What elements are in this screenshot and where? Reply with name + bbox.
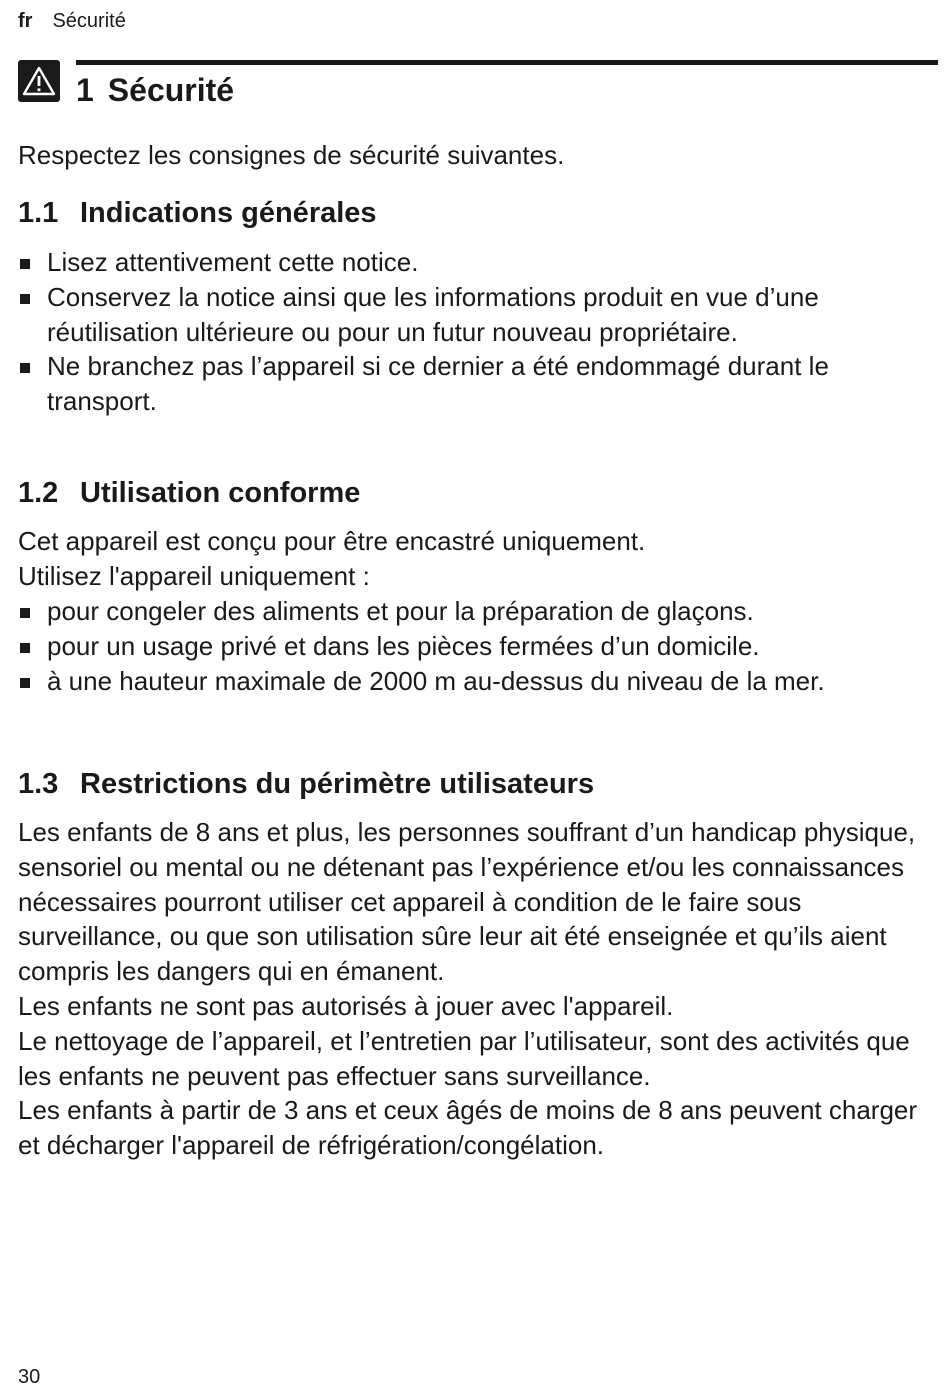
paragraph: Utilisez l'appareil uniquement : — [18, 561, 370, 591]
section-heading-general — [18, 196, 377, 230]
intro-text: Respectez les consignes de sécurité suivantes. — [18, 140, 565, 170]
section-number: 1.3 — [18, 768, 59, 800]
section-title: Indications générales — [80, 197, 377, 229]
section-heading-user-restrictions — [18, 767, 594, 801]
language-code: fr — [18, 10, 33, 32]
section-title: Restrictions du périmètre utilisateurs — [80, 768, 595, 800]
section-heading-intended-use — [18, 476, 360, 510]
list-item: à une hauteur maximale de 2000 m au-dessus du niveau de la mer. — [18, 664, 933, 699]
paragraph: Le nettoyage de l’appareil, et l’entretien par l’utilisateur, sont des activités que les enfants ne peuvent pas effectuer sans surveillance. — [18, 1025, 910, 1091]
warning-triangle-icon — [18, 60, 60, 102]
page-number: 30 — [18, 1366, 41, 1388]
running-header — [18, 10, 126, 33]
list-item: pour congeler des aliments et pour la préparation de glaçons. — [18, 594, 933, 629]
title-number: 1 — [76, 72, 94, 108]
section-number: 1.1 — [18, 197, 59, 229]
section-number: 1.2 — [18, 477, 59, 509]
paragraph: Cet appareil est conçu pour être encastré uniquement. — [18, 526, 646, 556]
paragraph: Les enfants à partir de 3 ans et ceux âgés de moins de 8 ans peuvent charger et décharger l'appareil de réfrigération/congélation. — [18, 1095, 918, 1161]
paragraph: Les enfants de 8 ans et plus, les personnes souffrant d’un handicap physique, sensoriel ou mental ou ne détenant pas l’expérience et/ou les connaissances nécessaires pourront utiliser cet appareil à condition de le faire sous surveillance, ou que son utilisation sûre leur ait été enseignée et qu’ils aient compris les dangers qui en émanent. — [18, 817, 916, 987]
restrictions-text — [18, 815, 933, 1163]
intended-use-bullet-list — [18, 594, 933, 698]
title-rule — [76, 60, 938, 65]
title-text: Sécurité — [107, 72, 235, 108]
list-item: Ne branchez pas l’appareil si ce dernier a été endommagé durant le transport. — [18, 349, 903, 419]
list-item: Conservez la notice ainsi que les informations produit en vue d’une réutilisation ultérieure ou pour un futur nouveau propriétaire. — [18, 280, 903, 350]
header-section: Sécurité — [52, 10, 126, 32]
section-title: Utilisation conforme — [80, 477, 361, 509]
general-bullet-list — [18, 245, 903, 419]
page-title — [76, 72, 234, 109]
list-item: Lisez attentivement cette notice. — [18, 245, 903, 280]
paragraph: Les enfants ne sont pas autorisés à jouer avec l'appareil. — [18, 990, 674, 1021]
list-item: pour un usage privé et dans les pièces fermées d’un domicile. — [18, 629, 933, 664]
